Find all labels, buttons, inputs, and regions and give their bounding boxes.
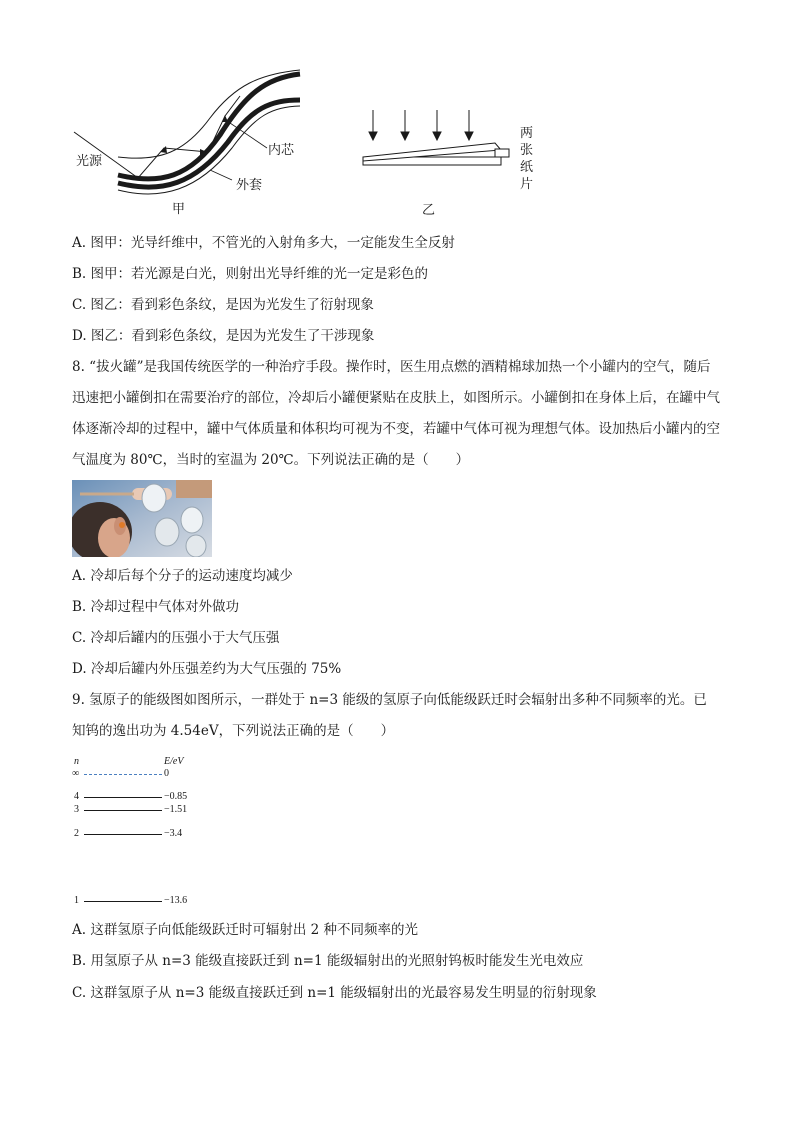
level-inf-line bbox=[84, 774, 162, 775]
q8-stem: 8. “拔火罐”是我国传统医学的一种治疗手段。操作时，医生用点燃的酒精棉球加热一个小罐内的空气，随后迅速把小罐倒扣在需要治疗的部位，冷却后小罐便紧贴在皮肤上，如图所示。小罐倒扣在身体上后，在罐中气体逐渐冷却的过程中，罐中气体质量和体积均可视为不变，若罐中气体可视为理想气体。设加热后小罐内的空气温度为 80℃，当时的室温为 20℃。下列说法正确的是（ ） bbox=[72, 359, 720, 468]
energy-diagram-e-header: E/eV bbox=[164, 756, 184, 767]
q9-option-b: B. 用氢原子从 n=3 能级直接跃迁到 n=1 能级辐射出的光照射钨板时能发生光电效应 bbox=[72, 953, 584, 969]
level-3-n: 3 bbox=[74, 804, 79, 815]
figure-yi-paper-label-1: 两 bbox=[520, 126, 534, 141]
level-4-n: 4 bbox=[74, 791, 79, 802]
level-1-energy: −13.6 bbox=[164, 895, 188, 906]
level-2-n: 2 bbox=[74, 828, 79, 839]
energy-diagram-n-header: n bbox=[74, 756, 79, 767]
level-3-line bbox=[84, 810, 162, 811]
figure-yi-paper-diagram bbox=[355, 105, 520, 180]
figure-jia-core-label: 内芯 bbox=[268, 143, 295, 158]
q8-option-d: D. 冷却后罐内外压强差约为大气压强的 75% bbox=[72, 661, 342, 677]
q9-option-a: A. 这群氢原子向低能级跃迁时可辐射出 2 种不同频率的光 bbox=[72, 922, 419, 938]
figure-yi-paper-label-2: 张 bbox=[520, 143, 534, 158]
level-inf-n: ∞ bbox=[72, 768, 80, 779]
level-1-n: 1 bbox=[74, 895, 79, 906]
figure-jia-cladding-label: 外套 bbox=[236, 178, 263, 193]
level-4-line bbox=[84, 797, 162, 798]
cupping-photo bbox=[72, 480, 212, 557]
q7-option-c: C. 图乙：看到彩色条纹，是因为光发生了衍射现象 bbox=[72, 297, 374, 313]
q8-option-b: B. 冷却过程中气体对外做功 bbox=[72, 599, 240, 615]
q8-option-c: C. 冷却后罐内的压强小于大气压强 bbox=[72, 630, 280, 646]
level-2-energy: −3.4 bbox=[164, 828, 183, 839]
level-4-energy: −0.85 bbox=[164, 791, 188, 802]
q8-option-a: A. 冷却后每个分子的运动速度均减少 bbox=[72, 568, 293, 584]
figure-yi-paper-label-4: 片 bbox=[520, 177, 534, 192]
figure-jia-caption: 甲 bbox=[172, 202, 186, 217]
level-2-line bbox=[84, 834, 162, 835]
q9-stem-line-1: 9. 氢原子的能级图如图所示，一群处于 n=3 能级的氢原子向低能级跃迁时会辐射出多种不同频率的光。已 bbox=[72, 692, 707, 708]
level-inf-energy: 0 bbox=[164, 768, 169, 779]
level-1-line bbox=[84, 901, 162, 902]
figure-yi-paper-label-3: 纸 bbox=[520, 160, 534, 175]
q7-option-b: B. 图甲：若光源是白光，则射出光导纤维的光一定是彩色的 bbox=[72, 266, 429, 282]
figure-yi-caption: 乙 bbox=[422, 203, 436, 218]
figure-jia-light-source-label: 光源 bbox=[76, 154, 103, 169]
q9-stem-line-2: 知钨的逸出功为 4.54eV，下列说法正确的是（ ） bbox=[72, 723, 395, 739]
q7-option-a: A. 图甲：光导纤维中，不管光的入射角多大，一定能发生全反射 bbox=[72, 235, 455, 251]
level-3-energy: −1.51 bbox=[164, 804, 188, 815]
q7-option-d: D. 图乙：看到彩色条纹，是因为光发生了干涉现象 bbox=[72, 328, 375, 344]
q9-option-c: C. 这群氢原子从 n=3 能级直接跃迁到 n=1 能级辐射出的光最容易发生明显的衍射现象 bbox=[72, 985, 597, 1001]
